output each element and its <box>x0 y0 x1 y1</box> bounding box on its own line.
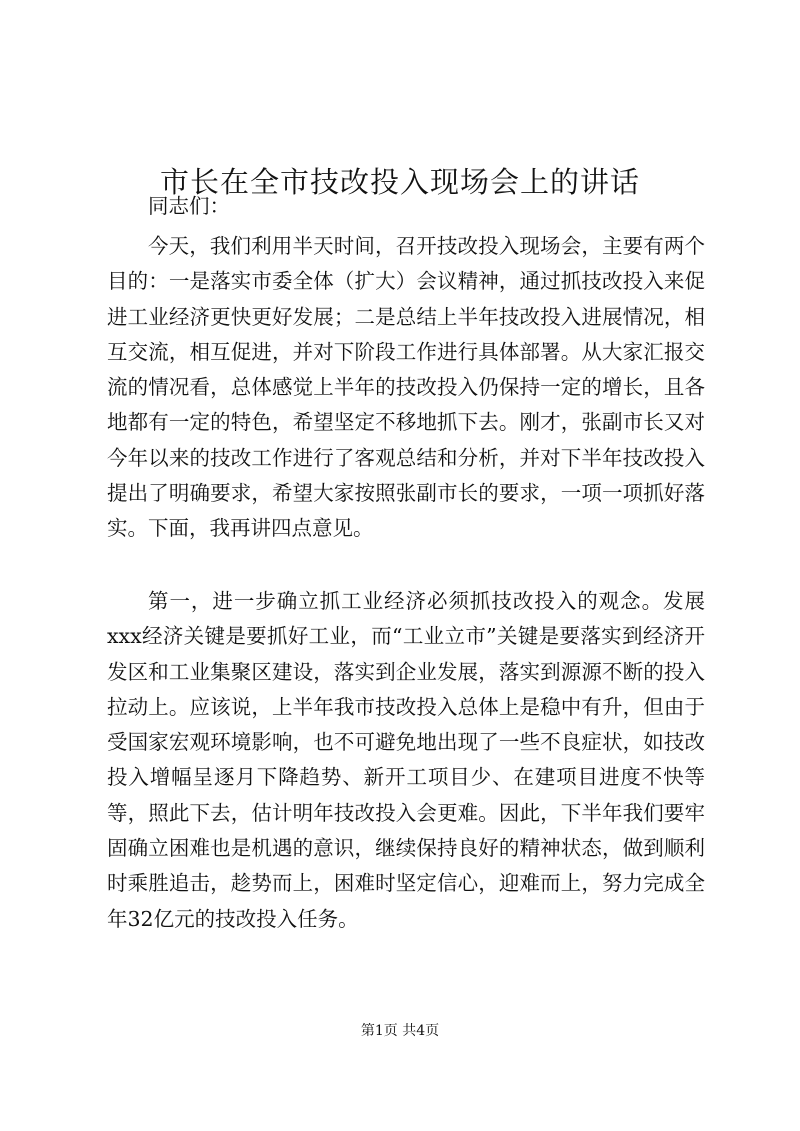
page-title: 市长在全市技改投入现场会上的讲话 <box>159 165 640 200</box>
page-footer: 第1页 共4页 <box>360 1023 440 1039</box>
paragraph-1: 今天，我们利用半天时间，召开技改投入现场会，主要有两个目的：一是落实市委全体（扩大）会议精神，通过抓技改投入来促进工业经济更快更好发展；二是总结上半年技改投入进展情况，相互交流，相互促进，并对下阶段工作进行具体部署。从大家汇报交流的情况看，总体感觉上半年的技改投入仍保持一定的增长，且各地都有一定的特色，希望坚定不移地抓下去。刚才，张副市长又对今年以来的技改工作进行了客观总结和分析，并对下半年技改投入提出了明确要求，希望大家按照张副市长的要求，一项一项抓好落实。下面，我再讲四点意见。 <box>107 234 705 541</box>
salutation: 同志们： <box>148 194 230 218</box>
paragraph-2: 第一，进一步确立抓工业经济必须抓技改投入的观念。发展xxx经济关键是要抓好工业，而“工业立市”关键是要落实到经济开发区和工业集聚区建设，落实到企业发展，落实到源源不断的投入拉动上。应该说，上半年我市技改投入总体上是稳中有升，但由于受国家宏观环境影响，也不可避免地出现了一些不良症状，如技改投入增幅呈逐月下降趋势、新开工项目少、在建项目进度不快等等，照此下去，估计明年技改投入会更难。因此，下半年我们要牢固确立困难也是机遇的意识，继续保持良好的精神状态，做到顺利时乘胜追击，趁势而上，困难时坚定信心，迎难而上，努力完成全年32亿元的技改投入任务。 <box>107 589 705 931</box>
